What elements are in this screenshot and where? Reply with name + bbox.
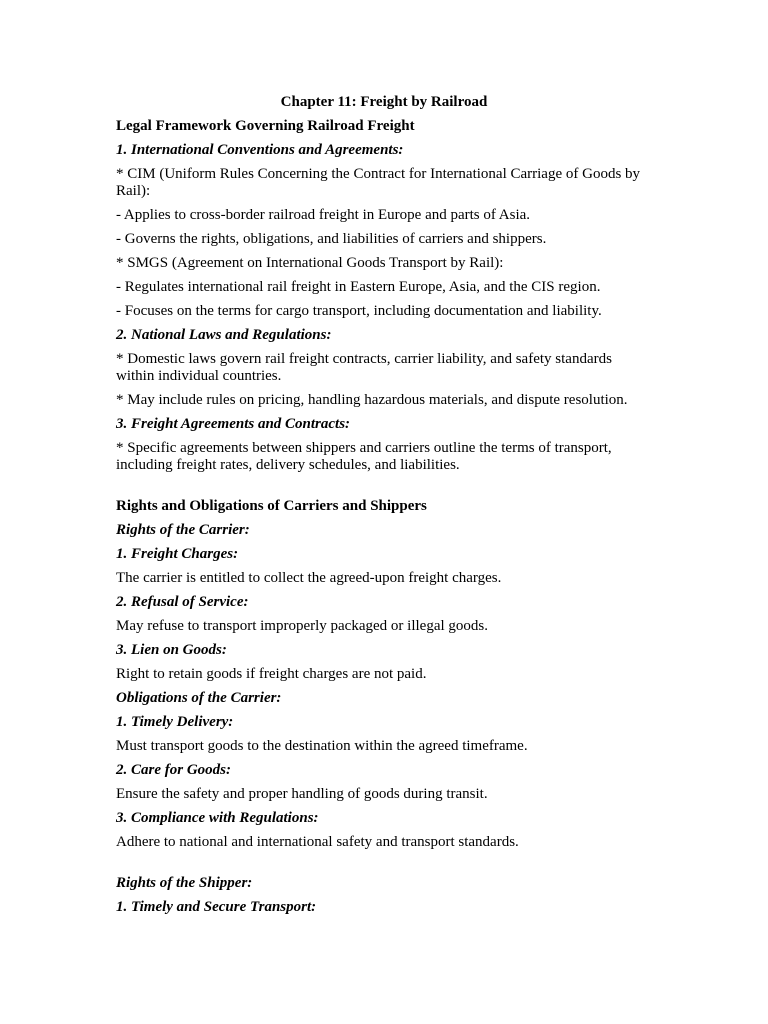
paragraph-national-point-2: * May include rules on pricing, handling hazardous materials, and dispute resolution. [116, 392, 628, 408]
item-text-refusal-of-service: May refuse to transport improperly packaged or illegal goods. [116, 618, 488, 634]
paragraph-cim-point-1: - Applies to cross-border railroad freight in Europe and parts of Asia. [116, 207, 531, 223]
section-heading-legal-framework: Legal Framework Governing Railroad Freight [116, 118, 415, 134]
paragraph-cim-point-2: - Governs the rights, obligations, and liabilities of carriers and shippers. [116, 231, 547, 247]
item-text-lien-on-goods: Right to retain goods if freight charges are not paid. [116, 666, 427, 682]
item-title-care-for-goods: 2. Care for Goods: [116, 762, 231, 778]
item-text-compliance: Adhere to national and international safety and transport standards. [116, 834, 519, 850]
item-title-refusal-of-service: 2. Refusal of Service: [116, 594, 249, 610]
section-gap [116, 858, 652, 875]
item-text-freight-charges: The carrier is entitled to collect the agreed-upon freight charges. [116, 570, 502, 586]
item-title-freight-charges: 1. Freight Charges: [116, 546, 239, 562]
subheading-national-laws: 2. National Laws and Regulations: [116, 327, 332, 343]
subheading-rights-of-shipper: Rights of the Shipper: [116, 875, 253, 891]
item-text-care-for-goods: Ensure the safety and proper handling of goods during transit. [116, 786, 488, 802]
paragraph-national-point-1: * Domestic laws govern rail freight contracts, carrier liability, and safety standards within individual countries. [116, 351, 612, 384]
section-heading-rights-obligations: Rights and Obligations of Carriers and Shippers [116, 498, 427, 514]
paragraph-agreements-point-1: * Specific agreements between shippers and carriers outline the terms of transport, including freight rates, delivery schedules, and liabilities. [116, 440, 612, 473]
paragraph-cim: * CIM (Uniform Rules Concerning the Contract for International Carriage of Goods by Rail): [116, 166, 641, 199]
subheading-rights-of-carrier: Rights of the Carrier: [116, 522, 250, 538]
subheading-freight-agreements: 3. Freight Agreements and Contracts: [116, 416, 351, 432]
paragraph-smgs-point-2: - Focuses on the terms for cargo transport, including documentation and liability. [116, 303, 602, 319]
paragraph-smgs-point-1: - Regulates international rail freight in Eastern Europe, Asia, and the CIS region. [116, 279, 601, 295]
subheading-international-conventions: 1. International Conventions and Agreements: [116, 142, 404, 158]
item-text-timely-delivery: Must transport goods to the destination within the agreed timeframe. [116, 738, 528, 754]
chapter-title: Chapter 11: Freight by Railroad [280, 94, 488, 110]
subheading-obligations-of-carrier: Obligations of the Carrier: [116, 690, 282, 706]
item-title-lien-on-goods: 3. Lien on Goods: [116, 642, 227, 658]
paragraph-smgs: * SMGS (Agreement on International Goods Transport by Rail): [116, 255, 504, 271]
item-title-timely-secure-transport: 1. Timely and Secure Transport: [116, 899, 317, 915]
section-gap [116, 481, 652, 498]
document-body [116, 94, 652, 923]
item-title-timely-delivery: 1. Timely Delivery: [116, 714, 234, 730]
item-title-compliance: 3. Compliance with Regulations: [116, 810, 319, 826]
